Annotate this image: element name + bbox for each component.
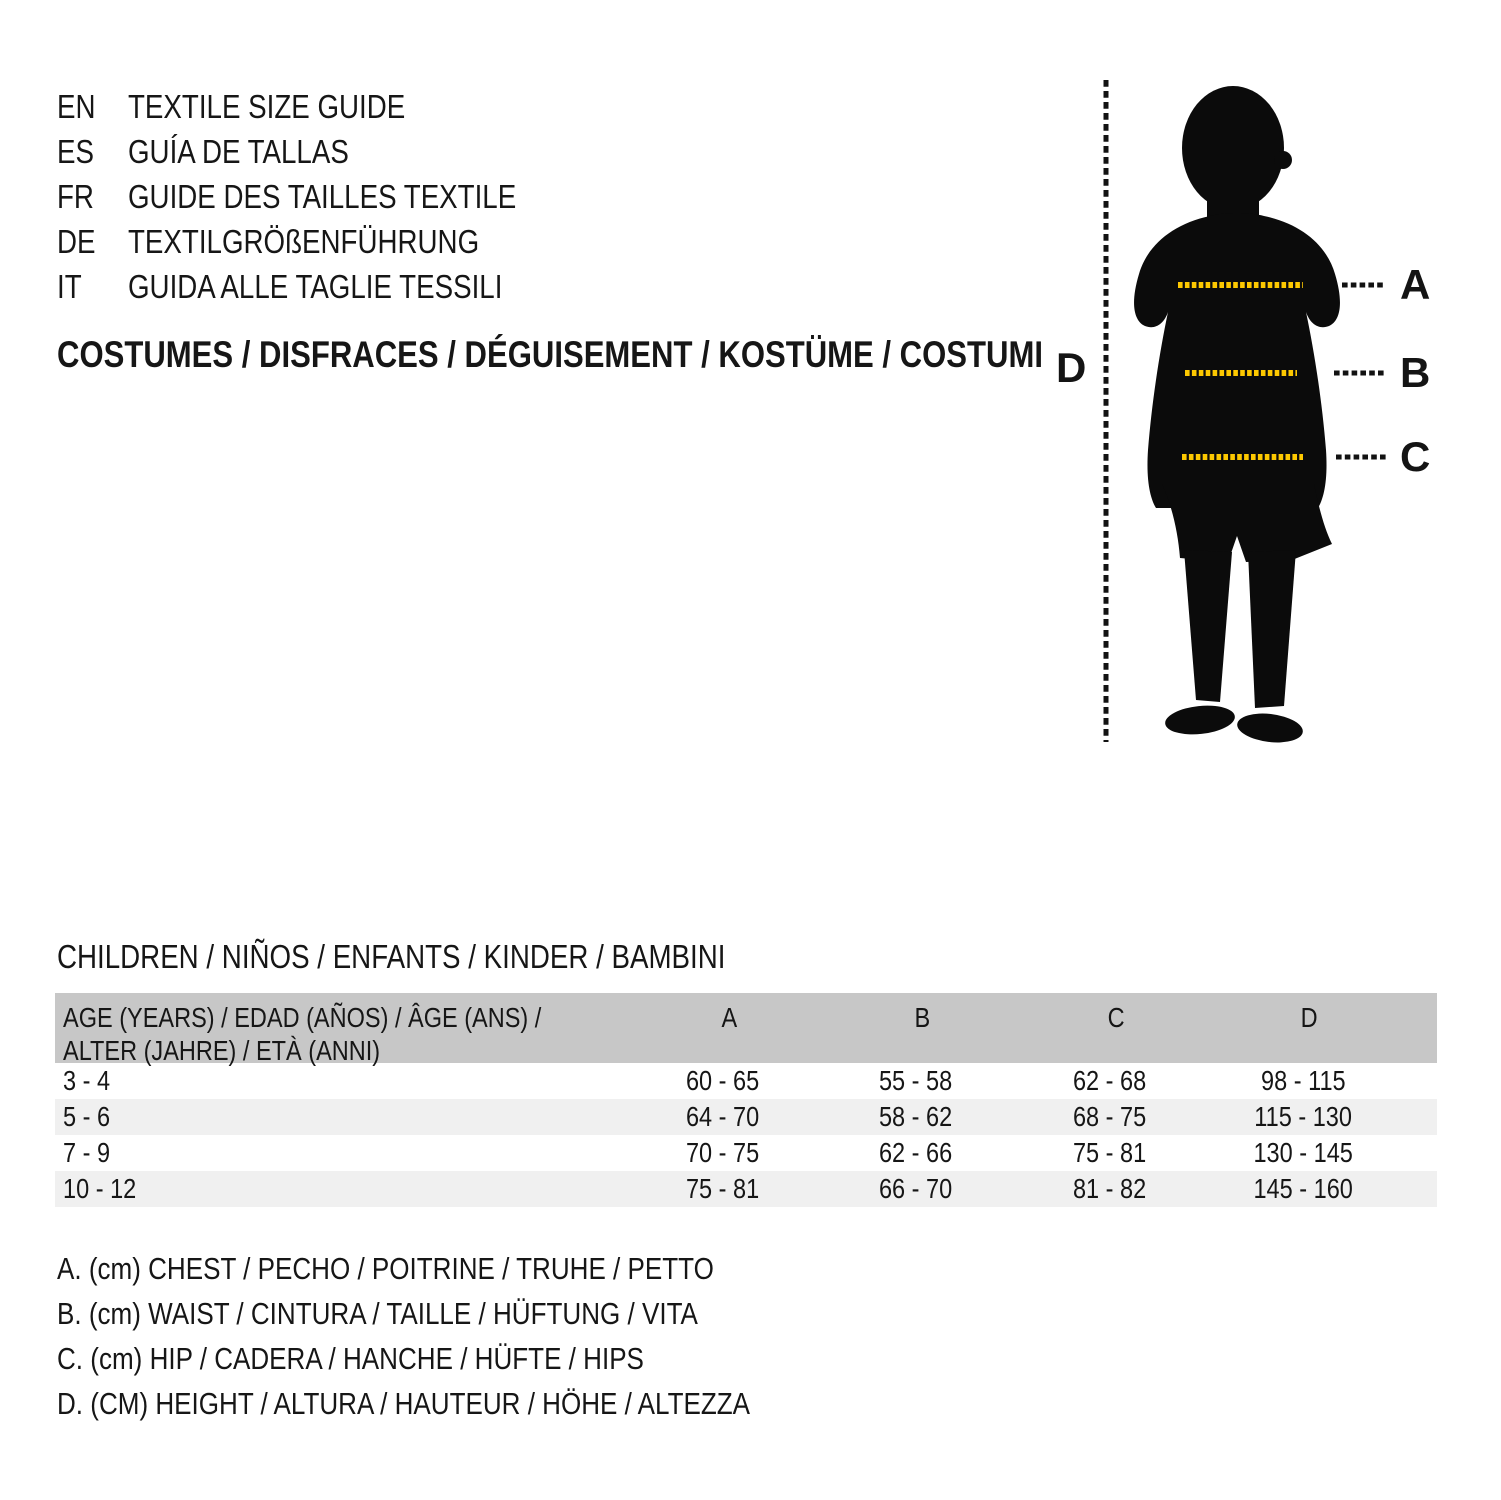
language-code-text: IT: [57, 267, 82, 305]
language-label-text: TEXTILGRÖßENFÜHRUNG: [128, 222, 480, 260]
table-row: [55, 1063, 1437, 1099]
legend-line: [57, 1341, 882, 1386]
language-label-text: GUIDA ALLE TAGLIE TESSILI: [128, 267, 503, 305]
label-hip-c: C: [1400, 433, 1431, 480]
column-header-d-text: D: [1301, 1002, 1319, 1033]
value-cell: 55 - 58: [879, 1065, 953, 1096]
language-code: [57, 268, 128, 306]
column-header-c-text: C: [1107, 1002, 1125, 1033]
language-code-text: ES: [57, 132, 94, 170]
legend-line: [57, 1296, 882, 1341]
value-cell: 66 - 70: [879, 1173, 953, 1204]
language-row: [57, 264, 590, 309]
language-label: [128, 178, 590, 216]
value-cell: 115 - 130: [1254, 1101, 1352, 1132]
language-row: [57, 174, 590, 219]
table-row: [55, 1135, 1437, 1171]
age-header-cell: [55, 1001, 632, 1066]
label-height-d: D: [1056, 344, 1087, 391]
language-label-text: GUIDE DES TAILLES TEXTILE: [128, 177, 517, 215]
age-cell: 3 - 4: [63, 1065, 111, 1096]
column-header-a-text: A: [721, 1002, 738, 1033]
language-list: [57, 84, 590, 309]
language-code-text: DE: [57, 222, 96, 260]
size-table: [55, 993, 1437, 1207]
language-row: [57, 84, 590, 129]
label-waist-b: B: [1400, 349, 1431, 396]
size-table-body: [55, 1063, 1437, 1207]
measurement-legend: [57, 1251, 882, 1431]
legend-line-text: D. (CM) HEIGHT / ALTURA / HAUTEUR / HÖHE / ALTEZZA: [57, 1386, 751, 1421]
language-row: [57, 219, 590, 264]
value-cell: 62 - 66: [879, 1137, 953, 1168]
column-header-d: [1213, 1001, 1406, 1063]
age-cell: 10 - 12: [63, 1173, 137, 1204]
language-label: [128, 223, 546, 261]
table-header-row: [55, 993, 1437, 1066]
language-code: [57, 88, 128, 126]
value-cell: 98 - 115: [1260, 1065, 1346, 1096]
child-silhouette-icon: [1134, 86, 1340, 746]
language-code-text: FR: [57, 177, 94, 215]
value-cell: 58 - 62: [879, 1101, 953, 1132]
language-code: [57, 178, 128, 216]
language-label: [128, 88, 458, 126]
value-cell: 68 - 75: [1072, 1101, 1147, 1132]
value-cell: 64 - 70: [685, 1101, 760, 1132]
legend-line-text: A. (cm) CHEST / PECHO / POITRINE / TRUHE / PETTO: [57, 1251, 714, 1286]
age-cell: 7 - 9: [63, 1137, 111, 1168]
language-label-text: TEXTILE SIZE GUIDE: [128, 87, 406, 125]
legend-line: [57, 1386, 882, 1431]
table-row: [55, 1171, 1437, 1207]
column-header-a: [632, 1001, 825, 1063]
language-row: [57, 129, 590, 174]
value-cell: 62 - 68: [1072, 1065, 1147, 1096]
age-cell: 5 - 6: [63, 1101, 111, 1132]
column-header-b: [826, 1001, 1019, 1063]
table-row: [55, 1099, 1437, 1135]
language-label: [128, 133, 391, 171]
legend-line-text: C. (cm) HIP / CADERA / HANCHE / HÜFTE / HIPS: [57, 1341, 644, 1376]
language-label: [128, 268, 574, 306]
value-cell: 145 - 160: [1253, 1173, 1353, 1204]
age-header-line2: ALTER (JAHRE) / ETÀ (ANNI): [63, 1035, 381, 1066]
language-code: [57, 223, 128, 261]
page-title-text: COSTUMES / DISFRACES / DÉGUISEMENT / KOSTÜME / COSTUMI: [57, 334, 1043, 375]
label-chest-a: A: [1400, 261, 1431, 308]
column-header-c: [1019, 1001, 1212, 1063]
language-code-text: EN: [57, 87, 96, 125]
legend-line-text: B. (cm) WAIST / CINTURA / TAILLE / HÜFTUNG / VITA: [57, 1296, 698, 1331]
column-header-b-text: B: [914, 1002, 931, 1033]
measurement-figure: [1050, 60, 1460, 760]
value-cell: 130 - 145: [1253, 1137, 1353, 1168]
measurement-figure-svg: [1050, 60, 1460, 760]
section-heading-text: CHILDREN / NIÑOS / ENFANTS / KINDER / BAMBINI: [57, 938, 726, 975]
value-cell: 60 - 65: [685, 1065, 760, 1096]
language-label-text: GUÍA DE TALLAS: [128, 132, 349, 170]
age-header-line1: AGE (YEARS) / EDAD (AÑOS) / ÂGE (ANS) /: [63, 1002, 542, 1033]
value-cell: 75 - 81: [685, 1173, 760, 1204]
legend-line: [57, 1251, 882, 1296]
value-cell: 75 - 81: [1072, 1137, 1147, 1168]
value-cell: 81 - 82: [1072, 1173, 1147, 1204]
language-code: [57, 133, 128, 171]
section-heading: [57, 938, 853, 976]
value-cell: 70 - 75: [685, 1137, 760, 1168]
